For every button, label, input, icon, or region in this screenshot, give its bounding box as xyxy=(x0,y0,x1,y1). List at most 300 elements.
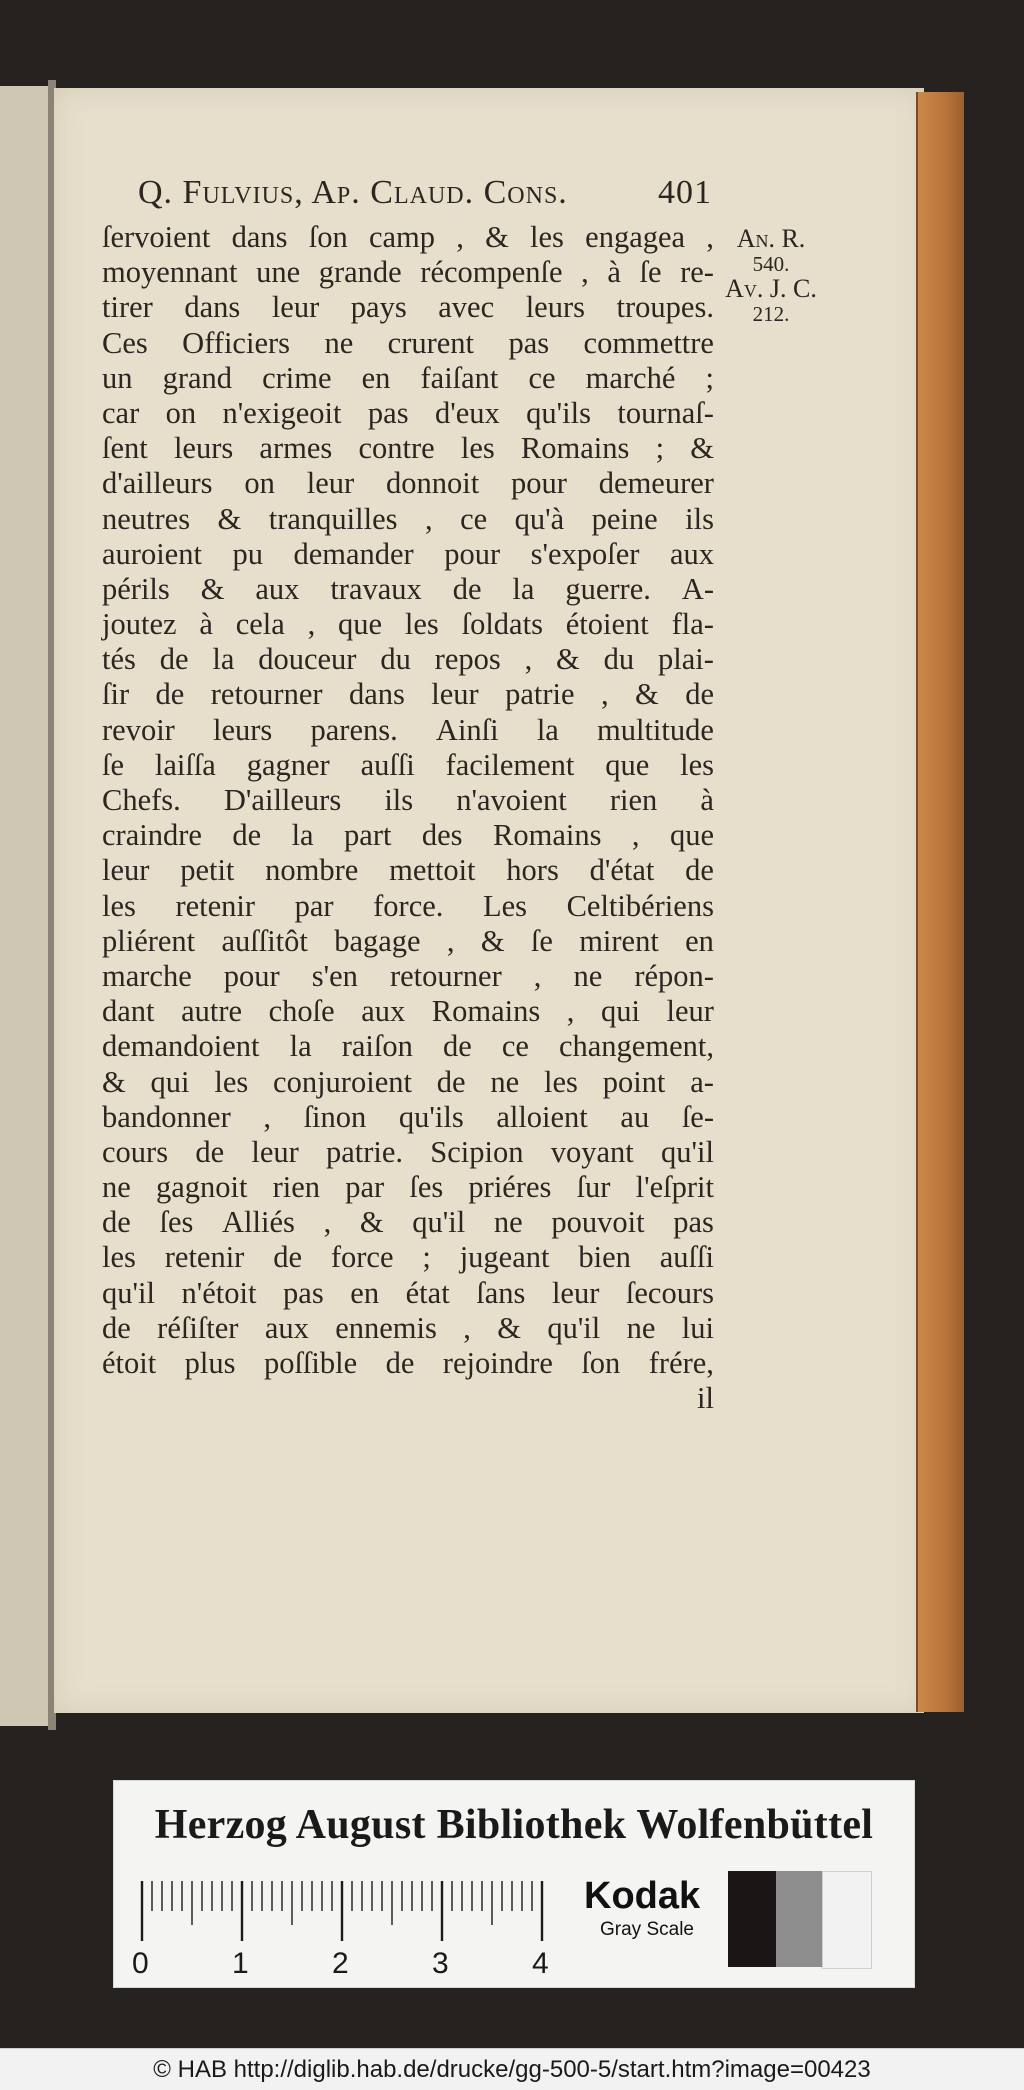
catchword-line xyxy=(102,1381,714,1416)
word: retenir xyxy=(175,888,256,923)
word: qu'ils xyxy=(526,395,591,430)
word: par xyxy=(345,1170,385,1205)
facing-page-sliver xyxy=(0,86,50,1726)
word: pas xyxy=(367,395,409,430)
text-line xyxy=(102,783,714,818)
text-line xyxy=(102,1135,714,1170)
word: qu'il xyxy=(660,1134,714,1169)
word: armes xyxy=(259,431,333,466)
ruler-label: 1 xyxy=(232,1947,249,1980)
ruler-label: 2 xyxy=(332,1947,349,1980)
word: pour xyxy=(223,958,280,993)
word: les xyxy=(543,1064,578,1099)
word: périls xyxy=(102,571,170,606)
text-line xyxy=(102,1346,714,1381)
text-line xyxy=(102,677,714,712)
margin-note-line: 540. xyxy=(752,252,790,276)
text-line xyxy=(102,361,714,396)
word: pour xyxy=(511,466,567,501)
word: les xyxy=(680,747,714,782)
word: troupes. xyxy=(616,290,714,325)
word: , xyxy=(424,501,433,536)
word: n'étoit xyxy=(181,1275,257,1310)
word: jugeant xyxy=(459,1240,550,1275)
word: ne xyxy=(324,325,354,360)
word: retenir xyxy=(164,1240,245,1275)
margin-note-line: Av. J. C. xyxy=(725,274,817,303)
text-line xyxy=(102,924,714,959)
word: leurs xyxy=(525,290,585,325)
word: cours xyxy=(102,1134,169,1169)
word: ne xyxy=(626,1310,656,1345)
ruler-label: 3 xyxy=(432,1947,449,1980)
word: la xyxy=(512,571,535,606)
word: qui xyxy=(600,994,640,1029)
word: , xyxy=(263,1099,271,1134)
text-line xyxy=(102,642,714,677)
word: pas xyxy=(673,1205,714,1240)
margin-note xyxy=(716,224,826,324)
word: qui xyxy=(150,1064,190,1099)
text-line xyxy=(102,994,714,1029)
word: tirer xyxy=(102,290,153,325)
word: A- xyxy=(681,571,714,606)
word: mettoit xyxy=(389,853,476,888)
text-line xyxy=(102,466,714,501)
word: mirent xyxy=(579,923,659,958)
word: choſe xyxy=(268,994,335,1029)
word: Romains xyxy=(431,994,541,1029)
word: aux xyxy=(255,571,300,606)
word: patrie xyxy=(505,677,575,712)
word: pas xyxy=(283,1275,324,1310)
text-line xyxy=(102,1170,714,1205)
text-line xyxy=(102,1029,714,1064)
word: la xyxy=(536,712,559,747)
word: auſſi xyxy=(360,747,415,782)
word: à xyxy=(607,255,621,290)
word: moyennant xyxy=(102,255,238,290)
text-line xyxy=(102,1065,714,1100)
word: , xyxy=(566,994,575,1029)
text-line xyxy=(102,818,714,853)
word: poſſible xyxy=(263,1346,358,1380)
word: de xyxy=(442,1029,472,1064)
text-line xyxy=(102,431,714,466)
word: ſoldats xyxy=(461,607,543,642)
word: de xyxy=(102,1205,131,1240)
word: demander xyxy=(293,536,414,571)
ruler-label: 0 xyxy=(132,1947,149,1980)
word: avec xyxy=(438,290,495,325)
word: , xyxy=(706,220,714,254)
word: leur xyxy=(102,853,150,888)
word: ils xyxy=(685,501,714,536)
word: à xyxy=(199,607,213,642)
word: qu'il xyxy=(412,1205,466,1240)
word: de xyxy=(385,1346,415,1380)
word: engagea xyxy=(585,220,686,254)
word: , xyxy=(524,642,533,677)
word: en xyxy=(361,360,391,395)
word: Chefs. xyxy=(102,783,181,817)
word: ne xyxy=(493,1205,523,1240)
word: on xyxy=(244,466,275,501)
word: que xyxy=(669,818,714,853)
gray-swatch xyxy=(776,1871,822,1967)
word: on xyxy=(165,395,197,430)
word: étoit xyxy=(102,1346,157,1380)
library-name: Herzog August Bibliothek Wolfenbüttel xyxy=(154,1802,874,1848)
word: auroient xyxy=(102,536,202,571)
word: pouvoit xyxy=(551,1205,645,1240)
copyright-footer: © HAB http://diglib.hab.de/drucke/gg-500-5/start.htm?image=00423 xyxy=(0,2048,1024,2090)
word: pu xyxy=(232,536,263,571)
word: ſur xyxy=(576,1170,611,1205)
word: dans xyxy=(184,290,241,325)
word: auſſi xyxy=(659,1240,714,1275)
word: ſe- xyxy=(681,1099,714,1134)
text-line xyxy=(102,713,714,748)
word: auſſitôt xyxy=(221,923,308,958)
word: laiſſa xyxy=(154,747,216,782)
word: leur xyxy=(551,1275,600,1310)
word: étoient xyxy=(565,607,649,642)
kodak-logo: Kodak xyxy=(584,1875,701,1917)
word: rejoindre xyxy=(442,1346,553,1380)
word: ſinon xyxy=(303,1099,367,1134)
catchword: il xyxy=(697,1381,714,1416)
word: qu'ils xyxy=(398,1099,464,1134)
gray-scale-label: Gray Scale xyxy=(600,1919,694,1940)
word: ſe xyxy=(530,923,553,958)
word: ce xyxy=(528,360,556,395)
text-line xyxy=(102,220,714,255)
word: du xyxy=(380,642,411,677)
measure-ruler xyxy=(132,1877,560,1981)
word: , xyxy=(446,923,455,958)
word: pas xyxy=(508,325,550,360)
black-swatch xyxy=(728,1871,776,1967)
word: petit xyxy=(180,853,235,888)
word: répon- xyxy=(634,958,714,993)
word: crurent xyxy=(387,325,475,360)
word: Romains xyxy=(493,818,602,853)
word: ce xyxy=(460,501,488,536)
word: hors xyxy=(506,853,559,888)
word: de xyxy=(102,1310,131,1345)
word: a- xyxy=(690,1064,714,1099)
word: , xyxy=(581,255,589,290)
word: ſervoient xyxy=(102,220,211,254)
word: facilement xyxy=(445,747,575,782)
word: re- xyxy=(680,255,714,290)
word: lui xyxy=(681,1310,714,1345)
running-head-title: Q. Fulvius, Ap. Claud. Cons. xyxy=(138,174,568,211)
white-swatch xyxy=(822,1871,872,1969)
word: marche xyxy=(102,958,192,993)
word: en xyxy=(685,923,714,958)
word: ſes xyxy=(159,1205,194,1240)
word: parens. xyxy=(310,712,398,747)
word: bagage xyxy=(334,923,421,958)
word: cela xyxy=(235,607,285,642)
word: ennemis xyxy=(335,1310,437,1345)
word: ils xyxy=(384,783,414,817)
word: les xyxy=(102,1240,136,1275)
word: ſecours xyxy=(625,1275,714,1310)
word: gagner xyxy=(246,747,330,782)
text-line xyxy=(102,1240,714,1275)
word: & xyxy=(485,220,509,254)
word: alloient xyxy=(496,1099,588,1134)
word: au xyxy=(620,1099,650,1134)
word: force xyxy=(330,1240,394,1275)
text-line xyxy=(102,889,714,924)
word: de xyxy=(232,818,262,853)
word: & xyxy=(690,431,714,466)
word: d'eux xyxy=(434,395,500,430)
word: joutez xyxy=(102,607,177,642)
word: ne xyxy=(102,1170,131,1205)
word: récompenſe xyxy=(420,255,563,290)
word: patrie. xyxy=(326,1134,404,1169)
word: donnoit xyxy=(385,466,480,501)
word: Celtibériens xyxy=(566,888,714,923)
word: neutres xyxy=(102,501,191,536)
text-line xyxy=(102,502,714,537)
word: ne xyxy=(490,1064,520,1099)
word: retourner xyxy=(210,677,323,712)
word: tournaſ- xyxy=(617,395,714,430)
word: travaux xyxy=(330,571,422,606)
word: craindre xyxy=(102,818,202,853)
word: de xyxy=(159,642,189,677)
word: de xyxy=(195,1134,225,1169)
word: de xyxy=(436,1064,466,1099)
text-line xyxy=(102,1276,714,1311)
word: grand xyxy=(162,360,233,395)
word: rien xyxy=(609,783,658,817)
word: les xyxy=(460,431,495,466)
word: Scipion xyxy=(430,1134,524,1169)
page-number: 401 xyxy=(658,174,712,211)
word: que xyxy=(605,747,650,782)
word: ſe xyxy=(639,255,662,290)
word: force. xyxy=(373,888,444,923)
word: Ces xyxy=(102,325,148,360)
word: & xyxy=(480,923,505,958)
word: , xyxy=(307,607,316,642)
text-line xyxy=(102,255,714,290)
word: repos xyxy=(434,642,501,677)
word: n'exigeoit xyxy=(222,395,342,430)
word: raiſon xyxy=(341,1029,413,1064)
word: en xyxy=(350,1275,380,1310)
word: ; xyxy=(422,1240,431,1275)
word: autre xyxy=(181,994,243,1029)
library-card xyxy=(113,1780,915,1988)
word: faiſant xyxy=(420,360,499,395)
word: tranquilles xyxy=(268,501,398,536)
word: frére, xyxy=(648,1346,714,1380)
word: dans xyxy=(348,677,405,712)
word: voyant xyxy=(550,1134,634,1169)
word: crime xyxy=(262,360,332,395)
word: part xyxy=(344,818,392,853)
word: les xyxy=(102,888,136,923)
word: de xyxy=(685,677,714,712)
word: marché xyxy=(585,360,676,395)
word: leur xyxy=(271,290,320,325)
word: aux xyxy=(361,994,406,1029)
text-line xyxy=(102,1100,714,1135)
word: qu'il xyxy=(547,1310,601,1345)
word: & xyxy=(635,677,659,712)
word: Officiers xyxy=(182,325,291,360)
word: priéres xyxy=(468,1170,552,1205)
word: ne xyxy=(573,958,603,993)
text-line xyxy=(102,537,714,572)
word: & xyxy=(497,1310,521,1345)
word: les xyxy=(530,220,564,254)
word: , xyxy=(631,818,640,853)
margin-note-line: 212. xyxy=(752,302,790,326)
word: ſir xyxy=(102,677,130,712)
word: & xyxy=(102,1064,126,1099)
word: qu'il xyxy=(102,1275,155,1310)
word: dans xyxy=(231,220,288,254)
word: & xyxy=(217,501,242,536)
word: gagnoit xyxy=(155,1170,248,1205)
word: & xyxy=(359,1205,384,1240)
word: ſon xyxy=(308,220,348,254)
word: d'état xyxy=(589,853,655,888)
word: leur xyxy=(306,466,355,501)
word: de xyxy=(155,677,185,712)
word: ; xyxy=(705,360,714,395)
word: Les xyxy=(482,888,527,923)
word: contre xyxy=(358,431,435,466)
page-block-edge xyxy=(916,92,964,1712)
body-text xyxy=(102,220,714,1416)
text-line xyxy=(102,959,714,994)
word: retourner xyxy=(389,958,502,993)
word: nombre xyxy=(265,853,359,888)
word: pays xyxy=(350,290,407,325)
word: un xyxy=(102,360,133,395)
word: conjuroient xyxy=(273,1064,412,1099)
word: Romains xyxy=(520,431,630,466)
word: demandoient xyxy=(102,1029,260,1064)
word: d'ailleurs xyxy=(102,466,213,501)
word: une xyxy=(256,255,301,290)
word: bandonner xyxy=(102,1099,231,1134)
word: que xyxy=(338,607,383,642)
word: qu'à xyxy=(514,501,565,536)
word: ſe xyxy=(102,747,125,782)
word: revoir xyxy=(102,712,175,747)
text-line xyxy=(102,290,714,325)
text-line xyxy=(102,326,714,361)
word: ſes xyxy=(409,1170,444,1205)
word: de xyxy=(685,853,714,888)
word: à xyxy=(700,783,714,817)
word: Ainſi xyxy=(435,712,499,747)
word: camp xyxy=(368,220,436,254)
word: dant xyxy=(102,994,155,1029)
word: les xyxy=(214,1064,249,1099)
word: leur xyxy=(431,677,479,712)
word: du xyxy=(603,642,635,677)
word: grande xyxy=(318,255,402,290)
word: leur xyxy=(251,1134,299,1169)
word: la xyxy=(289,1029,312,1064)
word: multitude xyxy=(597,712,714,747)
text-line xyxy=(102,853,714,888)
word: guerre. xyxy=(565,571,651,606)
word: leurs xyxy=(173,431,234,466)
word: peine xyxy=(591,501,658,536)
word: , xyxy=(323,1205,332,1240)
ruler-ticks xyxy=(140,1877,560,1957)
word: ce xyxy=(501,1029,529,1064)
margin-note-line: An. R. xyxy=(736,224,806,253)
word: pliérent xyxy=(102,923,196,958)
word: la xyxy=(291,818,314,853)
word: réſiſter xyxy=(157,1310,239,1345)
word: rien xyxy=(272,1170,321,1205)
word: par xyxy=(294,888,334,923)
word: les xyxy=(404,607,439,642)
word: ; xyxy=(655,431,665,466)
word: fla- xyxy=(671,607,714,642)
word: ſans xyxy=(476,1275,526,1310)
ruler-label: 4 xyxy=(532,1947,549,1980)
word: aux xyxy=(264,1310,309,1345)
word: tés xyxy=(102,642,136,677)
text-line xyxy=(102,396,714,431)
word: commettre xyxy=(583,325,714,360)
word: demeurer xyxy=(598,466,714,501)
word: aux xyxy=(669,536,714,571)
word: des xyxy=(421,818,463,853)
word: ſon xyxy=(581,1346,621,1380)
word: état xyxy=(405,1275,450,1310)
word: plai- xyxy=(657,642,714,677)
word: pour xyxy=(444,536,501,571)
word: car xyxy=(102,395,140,430)
text-line xyxy=(102,1205,714,1240)
word: n'avoient xyxy=(456,783,567,817)
word: changement, xyxy=(558,1029,714,1064)
word: de xyxy=(273,1240,302,1275)
text-line xyxy=(102,607,714,642)
word: douceur xyxy=(258,642,357,677)
word: & xyxy=(556,642,580,677)
word: de xyxy=(452,571,482,606)
word: , xyxy=(463,1310,471,1345)
word: , xyxy=(601,677,609,712)
word: Alliés xyxy=(222,1205,295,1240)
word: s'expoſer xyxy=(530,536,640,571)
word: point xyxy=(602,1064,666,1099)
word: leur xyxy=(666,994,714,1029)
word: , xyxy=(533,958,542,993)
word: , xyxy=(456,220,464,254)
word: s'en xyxy=(311,958,358,993)
text-line xyxy=(102,1311,714,1346)
